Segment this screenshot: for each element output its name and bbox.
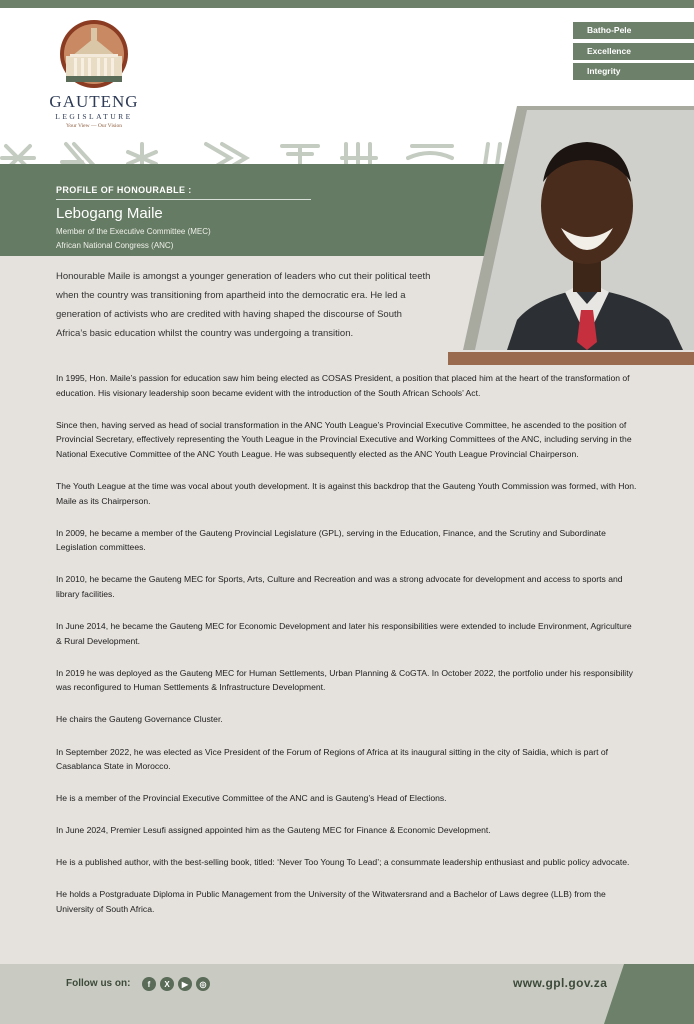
biography [56,371,638,934]
profile-role: Member of the Executive Committee (MEC) [56,227,211,236]
portrait-photo [447,106,694,350]
profile-name: Lebogang Maile [56,205,163,222]
legislature-building-icon [58,18,130,90]
paragraph: In 2010, he became the Gauteng MEC for Sports, Arts, Culture and Recreation and was a strong advocate for development and access to sports and library facilities. [56,574,623,599]
footer-accent [590,964,694,1024]
paragraph: In September 2022, he was elected as Vice President of the Forum of Regions of Africa at its inaugural sitting in the city of Saidia, which is part of Casablanca State in Morocco. [56,746,609,772]
paragraph: In 1995, Hon. Maile’s passion for education saw him being elected as COSAS President, a position that placed him at the heart of the transformation of education. His visionary leadership soon became evident with the introduction of the South African Schools’ Act. [56,373,630,398]
value-integrity: Integrity [573,63,694,80]
social-links [142,977,214,991]
website-link[interactable]: www.gpl.gov.za [513,976,608,990]
paragraph: Since then, having served as head of social transformation in the ANC Youth League’s Provincial Executive Committee, he ascended to the position of Provincial Secretary, effectively representing the Youth League in the Provincial Executive and Working Committees of the ANC, including serving in the National Executive Committee of the ANC Youth League. He was subsequently elected as the ANC Youth League Provincial Chairperson. [56,419,632,459]
value-batho-pele: Batho-Pele [573,22,694,39]
logo-tagline: Your View — Our Vision [65,123,123,129]
paragraph: He is a member of the Provincial Executive Committee of the ANC and is Gauteng’s Head of Elections. [56,793,447,804]
divider [56,199,311,200]
paragraph: He chairs the Gauteng Governance Cluster. [56,714,223,725]
profile-party: African National Congress (ANC) [56,241,174,250]
values-list [573,22,694,84]
paragraph: In 2009, he became a member of the Gauteng Provincial Legislature (GPL), serving in the Education, Finance, and the Scrutiny and Subordinate Legislation committees. [56,527,606,553]
logo-subtitle: LEGISLATURE [55,112,133,121]
value-excellence: Excellence [573,43,694,60]
gauteng-logo[interactable] [48,18,140,129]
paragraph: In 2019 he was deployed as the Gauteng MEC for Human Settlements, Urban Planning & CoGTA. In October 2022, the portfolio under his responsibility was reconfigured to Human Settlements & Infrastructure Development. [56,667,633,693]
youtube-icon[interactable]: ▶ [178,977,192,991]
paragraph: In June 2024, Premier Lesufi assigned appointed him as the Gauteng MEC for Finance & Economic Development. [56,825,491,836]
paragraph: He is a published author, with the best-selling book, titled: ‘Never Too Young To Lead’; a consummate leadership enthusiast and public policy advocate. [56,857,630,868]
instagram-icon[interactable]: ◎ [196,977,210,991]
facebook-icon[interactable]: f [142,977,156,991]
paragraph: In June 2014, he became the Gauteng MEC for Economic Development and later his responsibilities were extended to include Environment, Agriculture & Rural Development. [56,621,632,646]
intro-text: Honourable Maile is amongst a younger generation of leaders who cut their political teeth when the country was transitioning from apartheid into the democratic era. He led a generation of activists who are credited with having shaped the discourse of South Africa’s basic education whilst the country was undergoing a transition. [56,271,431,339]
paragraph: The Youth League at the time was vocal about youth development. It is against this backdrop that the Gauteng Youth Commission was formed, with Hon. Maile as its Chairperson. [56,480,637,506]
paragraph: He holds a Postgraduate Diploma in Public Management from the University of the Witwatersrand and a Bachelor of Laws degree (LLB) from the University of South Africa. [56,889,606,915]
x-icon[interactable]: X [160,977,174,991]
photo-accent-bar [448,352,694,365]
profile-heading: PROFILE OF HONOURABLE : [56,185,192,195]
logo-name: GAUTENG [49,92,139,111]
follow-us-label: Follow us on: [66,978,131,989]
top-strip [0,0,694,8]
